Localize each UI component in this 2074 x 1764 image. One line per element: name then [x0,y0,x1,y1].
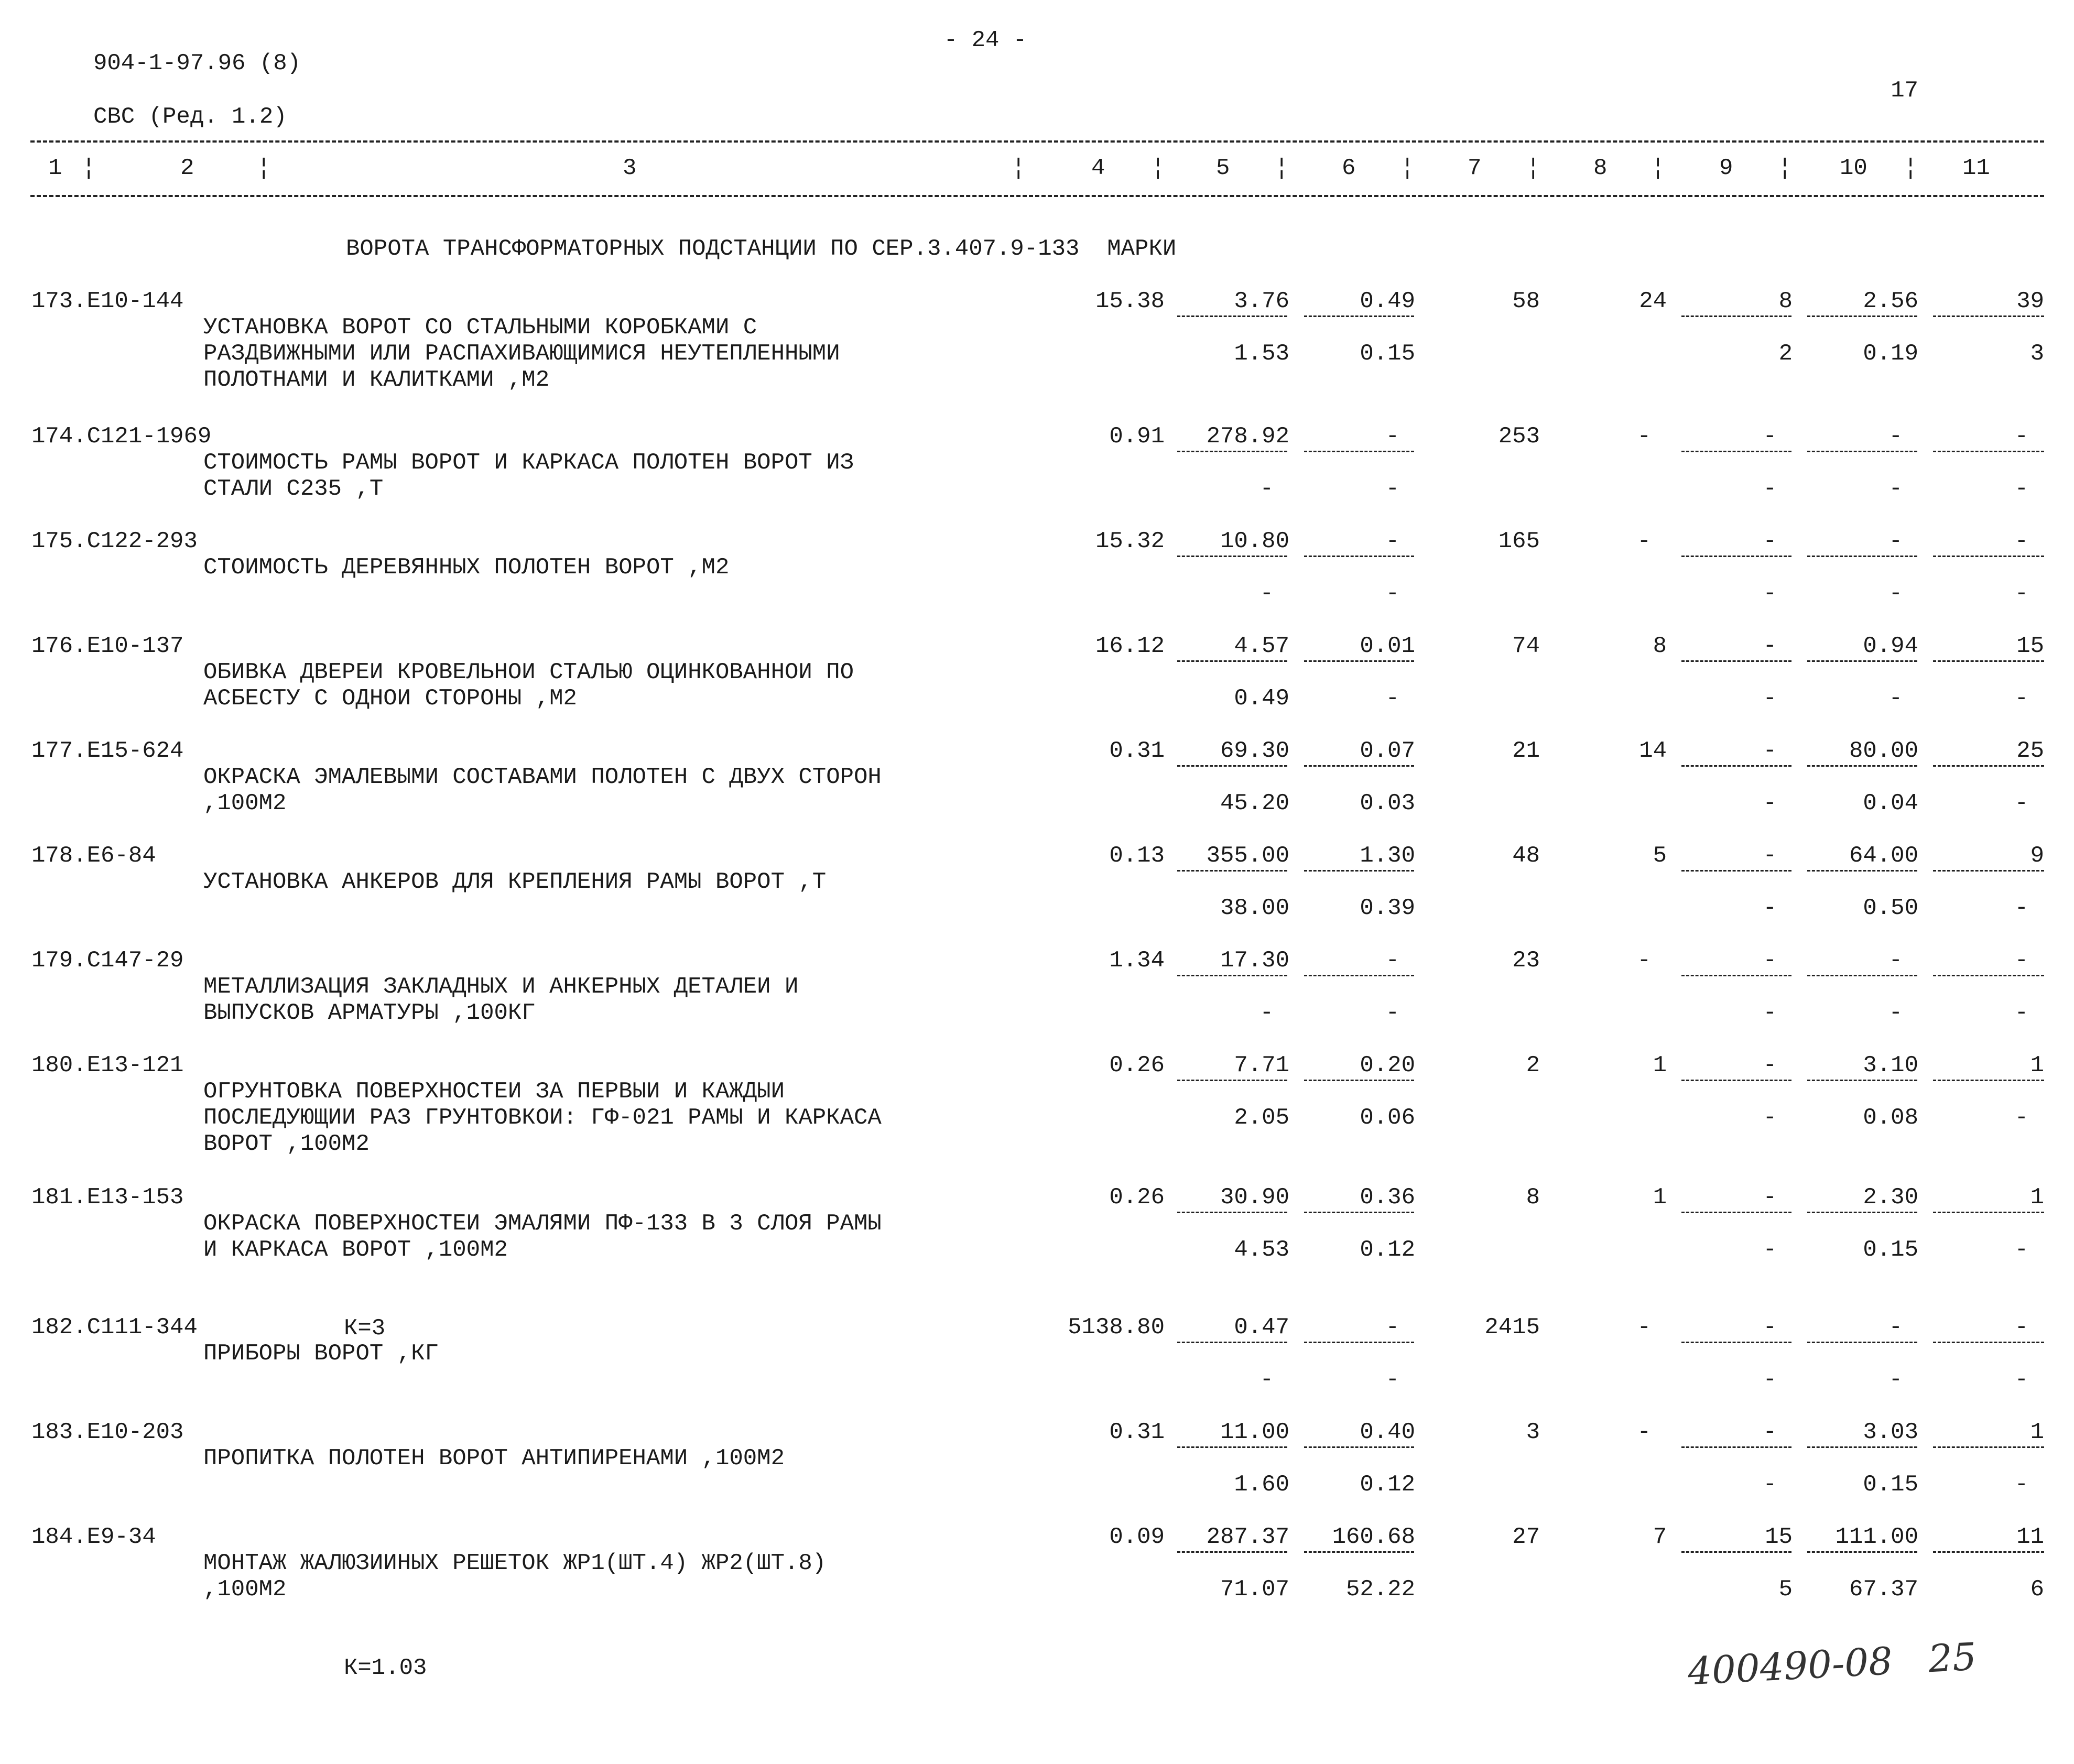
column-separator: ¦ [1778,155,1792,181]
cell-value: - [2014,528,2028,554]
cell-value: 16.12 [1095,633,1165,659]
cell-value: 0.40 [1360,1419,1415,1445]
cell-value: 1 [2030,1419,2044,1445]
cell-value: - [1763,1419,1777,1445]
fraction-rule [1933,315,2044,317]
cell-value-secondary: - [2014,1000,2028,1026]
cell-value: - [2014,423,2028,450]
fraction-rule [1807,660,1917,662]
fraction-rule [1304,556,1414,557]
cell-value-secondary: 2.05 [1234,1105,1289,1131]
cell-value-secondary: 3 [2030,341,2044,367]
cell-value: 8 [1778,288,1793,314]
fraction-rule [1304,1446,1414,1448]
fraction-rule [1807,451,1917,452]
row-description: СТАЛИ С235 ,Т [203,476,384,502]
cell-value-secondary: - [1888,476,1903,502]
cell-value: 11 [2016,1524,2044,1550]
fraction-rule [1177,975,1287,976]
cell-value: 10.80 [1220,528,1289,554]
row-code: 183.Е10-203 [31,1419,184,1445]
cell-value: - [1637,1419,1651,1445]
fraction-rule [1304,870,1414,872]
cell-value: 160.68 [1332,1524,1415,1550]
cell-value-secondary: 0.15 [1863,1472,1918,1498]
cell-value: 111.00 [1835,1524,1918,1550]
cell-value-secondary: - [1763,1105,1777,1131]
fraction-rule [1304,315,1414,317]
cell-value-secondary: - [2014,476,2028,502]
cell-value-secondary: 5 [1778,1576,1793,1603]
cell-value: 30.90 [1220,1184,1289,1211]
fraction-rule [1681,765,1791,767]
cell-value: 23 [1512,948,1540,974]
row-description: МЕТАЛЛИЗАЦИЯ ЗАКЛАДНЫХ И АНКЕРНЫХ ДЕТАЛЕИ И [203,974,799,1000]
fraction-rule [1681,556,1791,557]
row-description: ОГРУНТОВКА ПОВЕРХНОСТЕИ ЗА ПЕРВЫИ И КАЖДЫИ [203,1079,785,1105]
cell-value: 15 [1765,1524,1793,1550]
fraction-rule [1681,1212,1791,1213]
cell-value-secondary: 0.06 [1360,1105,1415,1131]
coefficient-note: К=1.03 [344,1655,427,1681]
cell-value: 8 [1526,1184,1540,1211]
cell-value: 1 [2030,1184,2044,1211]
row-code: 181.Е13-153 [31,1184,184,1211]
column-number: 6 [1342,155,1356,181]
cell-value-secondary: 45.20 [1220,790,1289,816]
cell-value: - [1385,948,1399,974]
fraction-rule [1933,1212,2044,1213]
cell-value: 287.37 [1206,1524,1289,1550]
cell-value: - [2014,948,2028,974]
fraction-rule [1681,451,1791,452]
cell-value-secondary: 0.08 [1863,1105,1918,1131]
cell-value: 8 [1653,633,1667,659]
row-description: УСТАНОВКА ВОРОТ СО СТАЛЬНЫМИ КОРОБКАМИ С [203,314,757,341]
fraction-rule [1177,1446,1287,1448]
column-number: 10 [1840,155,1867,181]
cell-value: 1.34 [1109,948,1165,974]
cell-value-secondary: - [1763,1472,1777,1498]
fraction-rule [1807,1212,1917,1213]
cell-value: 2415 [1484,1314,1540,1341]
top-rule [30,140,2044,143]
coefficient-note: К=3 [344,1315,386,1342]
row-code: 175.С122-293 [31,528,198,554]
fraction-rule [1933,1551,2044,1553]
cell-value-secondary: - [1888,1000,1903,1026]
column-separator: ¦ [1904,155,1918,181]
cell-value: - [1888,528,1903,554]
corner-number: 17 [1891,78,1918,104]
row-description: АСБЕСТУ С ОДНОИ СТОРОНЫ ,М2 [203,685,577,712]
fraction-rule [1177,451,1287,452]
cell-value: 5138.80 [1068,1314,1165,1341]
cell-value-secondary: - [1763,1367,1777,1393]
column-number: 9 [1719,155,1733,181]
cell-value: - [1385,528,1399,554]
fraction-rule [1933,975,2044,976]
cell-value-secondary: - [1385,1000,1399,1026]
cell-value: - [1763,423,1777,450]
fraction-rule [1304,1212,1414,1213]
cell-value: 278.92 [1206,423,1289,450]
cell-value-secondary: 4.53 [1234,1237,1289,1263]
cell-value-secondary: 1.53 [1234,341,1289,367]
row-description: ВЫПУСКОВ АРМАТУРЫ ,100КГ [203,1000,536,1026]
fraction-rule [1681,870,1791,872]
row-code: 177.Е15-624 [31,738,184,764]
cell-value: 5 [1653,843,1667,869]
cell-value: 0.49 [1360,288,1415,314]
cell-value: 17.30 [1220,948,1289,974]
cell-value: 355.00 [1206,843,1289,869]
cell-value: - [1637,1314,1651,1341]
fraction-rule [1807,870,1917,872]
cell-value: - [1888,1314,1903,1341]
cell-value: 2 [1526,1052,1540,1079]
document-code: 904-1-97.96 (8) [93,50,301,77]
cell-value: 21 [1512,738,1540,764]
cell-value-secondary: - [1385,476,1399,502]
cell-value-secondary: - [2014,895,2028,921]
cell-value: - [1888,948,1903,974]
cell-value-secondary: - [1763,790,1777,816]
cell-value-secondary: - [2014,685,2028,712]
cell-value: 2.30 [1863,1184,1918,1211]
cell-value: - [2014,1314,2028,1341]
column-number: 5 [1216,155,1230,181]
cell-value: 0.36 [1360,1184,1415,1211]
row-code: 184.Е9-34 [31,1524,156,1550]
row-code: 179.С147-29 [31,948,184,974]
column-separator: ¦ [1012,155,1026,181]
fraction-rule [1681,660,1791,662]
cell-value-secondary: 2 [1778,341,1793,367]
fraction-rule [1177,1342,1287,1343]
fraction-rule [1681,1342,1791,1343]
row-code: 182.С111-344 [31,1314,198,1341]
fraction-rule [1304,660,1414,662]
program-version: СВС (Ред. 1.2) [93,104,287,130]
cell-value-secondary: - [2014,1105,2028,1131]
page-number: - 24 - [943,27,1027,53]
cell-value: 9 [2030,843,2044,869]
cell-value-secondary: 0.12 [1360,1472,1415,1498]
cell-value-secondary: 0.49 [1234,685,1289,712]
fraction-rule [1807,315,1917,317]
cell-value-secondary: - [1763,685,1777,712]
cell-value: 253 [1498,423,1540,450]
row-code: 180.Е13-121 [31,1052,184,1079]
column-separator: ¦ [1526,155,1540,181]
fraction-rule [1807,556,1917,557]
cell-value-secondary: 0.12 [1360,1237,1415,1263]
cell-value-secondary: 0.04 [1863,790,1918,816]
column-number: 3 [623,155,637,181]
row-code: 174.С121-1969 [31,423,212,450]
column-number: 7 [1468,155,1482,181]
row-description: ,100М2 [203,1576,287,1603]
fraction-rule [1807,1080,1917,1081]
fraction-rule [1933,1342,2044,1343]
cell-value: 39 [2016,288,2044,314]
fraction-rule [1177,870,1287,872]
cell-value-secondary: - [2014,1472,2028,1498]
fraction-rule [1807,1551,1917,1553]
fraction-rule [1177,1080,1287,1081]
cell-value: 11.00 [1220,1419,1289,1445]
column-number: 2 [180,155,194,181]
cell-value: 3 [1526,1419,1540,1445]
cell-value: - [1637,528,1651,554]
cell-value: 48 [1512,843,1540,869]
row-description: ,100М2 [203,790,287,816]
cell-value-secondary: - [1763,1237,1777,1263]
cell-value: 25 [2016,738,2044,764]
cell-value-secondary: - [1259,1367,1274,1393]
cell-value-secondary: - [2014,790,2028,816]
cell-value-secondary: - [1385,1367,1399,1393]
cell-value: 0.07 [1360,738,1415,764]
row-code: 176.Е10-137 [31,633,184,659]
cell-value: 3.76 [1234,288,1289,314]
cell-value-secondary: 0.19 [1863,341,1918,367]
cell-value: - [1763,948,1777,974]
column-separator: ¦ [82,155,96,181]
fraction-rule [1681,1551,1791,1553]
row-description: УСТАНОВКА АНКЕРОВ ДЛЯ КРЕПЛЕНИЯ РАМЫ ВОРОТ ,Т [203,869,827,895]
cell-value-secondary: 0.15 [1360,341,1415,367]
cell-value-secondary: - [1888,685,1903,712]
cell-value-secondary: - [1763,476,1777,502]
fraction-rule [1304,975,1414,976]
cell-value: 0.94 [1863,633,1918,659]
cell-value-secondary: 38.00 [1220,895,1289,921]
cell-value: 58 [1512,288,1540,314]
cell-value: 0.31 [1109,738,1165,764]
row-code: 178.Е6-84 [31,843,156,869]
column-separator: ¦ [1275,155,1289,181]
cell-value: 7 [1653,1524,1667,1550]
cell-value: 1.30 [1360,843,1415,869]
fraction-rule [1304,765,1414,767]
cell-value: 0.01 [1360,633,1415,659]
fraction-rule [1177,315,1287,317]
cell-value: 2.56 [1863,288,1918,314]
cell-value: 0.47 [1234,1314,1289,1341]
cell-value-secondary: - [1385,685,1399,712]
fraction-rule [1681,1080,1791,1081]
column-separator: ¦ [1651,155,1665,181]
cell-value-secondary: - [1259,476,1274,502]
row-description: ПРИБОРЫ ВОРОТ ,КГ [203,1341,439,1367]
cell-value: 1 [1653,1184,1667,1211]
cell-value: 64.00 [1849,843,1918,869]
fraction-rule [1177,765,1287,767]
cell-value-secondary: 0.39 [1360,895,1415,921]
fraction-rule [1681,315,1791,317]
fraction-rule [1933,765,2044,767]
cell-value: - [1637,423,1651,450]
cell-value: 165 [1498,528,1540,554]
fraction-rule [1933,1080,2044,1081]
fraction-rule [1807,765,1917,767]
fraction-rule [1681,1446,1791,1448]
fraction-rule [1304,1551,1414,1553]
cell-value: 74 [1512,633,1540,659]
cell-value: 0.09 [1109,1524,1165,1550]
cell-value: 80.00 [1849,738,1918,764]
row-description: ПОЛОТНАМИ И КАЛИТКАМИ ,М2 [203,367,550,393]
fraction-rule [1304,1342,1414,1343]
row-code: 173.Е10-144 [31,288,184,314]
cell-value: 0.31 [1109,1419,1165,1445]
column-number: 4 [1091,155,1105,181]
fraction-rule [1304,451,1414,452]
cell-value: 0.20 [1360,1052,1415,1079]
cell-value: - [1763,843,1777,869]
column-number: 8 [1593,155,1608,181]
cell-value-secondary: - [1259,1000,1274,1026]
cell-value: - [1763,528,1777,554]
cell-value: - [1385,1314,1399,1341]
cell-value: 1 [1653,1052,1667,1079]
column-separator: ¦ [1151,155,1165,181]
column-number: 11 [1962,155,1990,181]
cell-value-secondary: - [1259,581,1274,607]
cell-value: - [1763,738,1777,764]
cell-value: - [1763,1314,1777,1341]
fraction-rule [1681,975,1791,976]
fraction-rule [1807,975,1917,976]
cell-value-secondary: 6 [2030,1576,2044,1603]
cell-value-secondary: - [2014,1237,2028,1263]
row-description: СТОИМОСТЬ РАМЫ ВОРОТ И КАРКАСА ПОЛОТЕН ВОРОТ ИЗ [203,450,854,476]
cell-value-secondary: - [1888,1367,1903,1393]
cell-value: 0.91 [1109,423,1165,450]
cell-value-secondary: 52.22 [1345,1576,1415,1603]
cell-value: 0.26 [1109,1052,1165,1079]
cell-value-secondary: - [1888,581,1903,607]
cell-value: 15 [2016,633,2044,659]
column-separator: ¦ [257,155,271,181]
cell-value: 0.26 [1109,1184,1165,1211]
fraction-rule [1807,1446,1917,1448]
cell-value: - [1763,633,1777,659]
column-number: 1 [48,155,62,181]
fraction-rule [1177,556,1287,557]
cell-value: - [1888,423,1903,450]
row-description: СТОИМОСТЬ ДЕРЕВЯННЫХ ПОЛОТЕН ВОРОТ ,М2 [203,554,730,581]
fraction-rule [1304,1080,1414,1081]
row-description: И КАРКАСА ВОРОТ ,100М2 [203,1237,508,1263]
cell-value-secondary: 71.07 [1220,1576,1289,1603]
row-description: ОБИВКА ДВЕРЕИ КРОВЕЛЬНОИ СТАЛЬЮ ОЦИНКОВАННОИ ПО [203,659,854,685]
cell-value: - [1763,1184,1777,1211]
row-description: ПРОПИТКА ПОЛОТЕН ВОРОТ АНТИПИРЕНАМИ ,100М2 [203,1445,785,1472]
cell-value: 7.71 [1234,1052,1289,1079]
cell-value: - [1385,423,1399,450]
cell-value-secondary: - [1385,581,1399,607]
cell-value-secondary: 67.37 [1849,1576,1918,1603]
cell-value: 24 [1639,288,1667,314]
fraction-rule [1933,870,2044,872]
fraction-rule [1177,660,1287,662]
row-description: ВОРОТ ,100М2 [203,1131,370,1157]
section-title: ВОРОТА ТРАНСФОРМАТОРНЫХ ПОДСТАНЦИИ ПО СЕР.3.407.9-133 МАРКИ [346,236,1177,262]
cell-value: - [1637,948,1651,974]
cell-value: 27 [1512,1524,1540,1550]
cell-value: 69.30 [1220,738,1289,764]
row-description: ОКРАСКА ПОВЕРХНОСТЕИ ЭМАЛЯМИ ПФ-133 В 3 СЛОЯ РАМЫ [203,1211,882,1237]
row-description: ОКРАСКА ЭМАЛЕВЫМИ СОСТАВАМИ ПОЛОТЕН С ДВУХ СТОРОН [203,764,882,790]
row-description: МОНТАЖ ЖАЛЮЗИИНЫХ РЕШЕТОК ЖР1(ШТ.4) ЖР2(ШТ.8) [203,1550,827,1576]
cell-value-secondary: - [1763,581,1777,607]
handwritten-note: 400490-08 25 [1687,1634,1978,1694]
fraction-rule [1177,1212,1287,1213]
cell-value: 15.38 [1095,288,1165,314]
cell-value: 14 [1639,738,1667,764]
column-separator: ¦ [1400,155,1415,181]
cell-value: 0.13 [1109,843,1165,869]
cell-value-secondary: 0.03 [1360,790,1415,816]
cell-value: - [1763,1052,1777,1079]
fraction-rule [1933,451,2044,452]
row-description: РАЗДВИЖНЫМИ ИЛИ РАСПАХИВАЮЩИМИСЯ НЕУТЕПЛЕННЫМИ [203,341,840,367]
cell-value-secondary: 0.50 [1863,895,1918,921]
cell-value-secondary: - [1763,895,1777,921]
cell-value: 1 [2030,1052,2044,1079]
cell-value-secondary: - [1763,1000,1777,1026]
fraction-rule [1177,1551,1287,1553]
fraction-rule [1933,556,2044,557]
header-bottom-rule [30,195,2044,197]
cell-value: 3.10 [1863,1052,1918,1079]
fraction-rule [1807,1342,1917,1343]
cell-value-secondary: - [2014,1367,2028,1393]
cell-value: 3.03 [1863,1419,1918,1445]
cell-value: 15.32 [1095,528,1165,554]
cell-value-secondary: 0.15 [1863,1237,1918,1263]
row-description: ПОСЛЕДУЮЩИИ РАЗ ГРУНТОВКОИ: ГФ-021 РАМЫ И КАРКАСА [203,1105,882,1131]
cell-value-secondary: 1.60 [1234,1472,1289,1498]
fraction-rule [1933,660,2044,662]
cell-value: 4.57 [1234,633,1289,659]
fraction-rule [1933,1446,2044,1448]
cell-value-secondary: - [2014,581,2028,607]
